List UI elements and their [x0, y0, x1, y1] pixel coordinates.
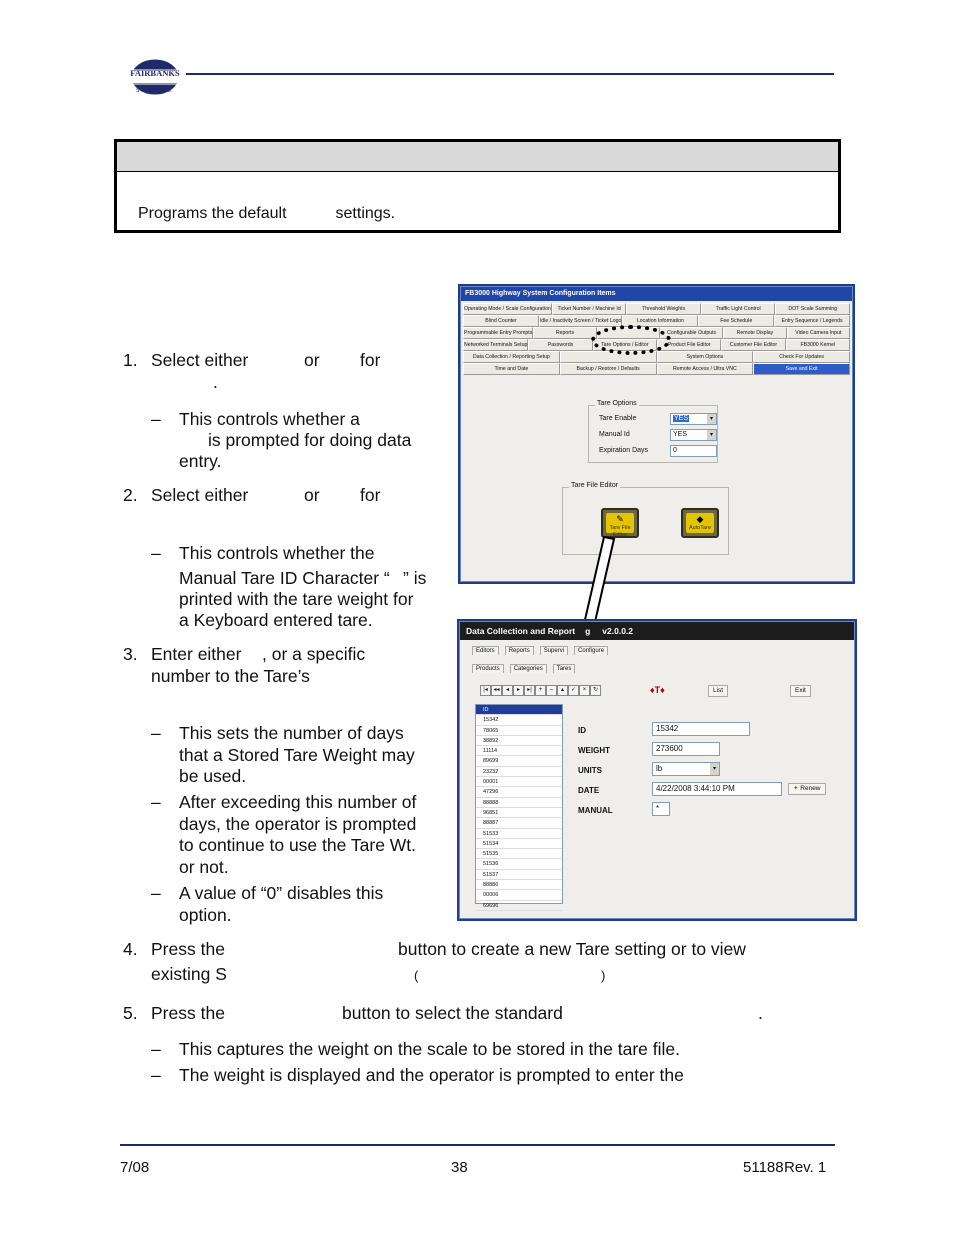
list-item[interactable]: 00006 — [476, 890, 562, 900]
step-4-num: 4. — [123, 939, 138, 959]
tab-configurable-outputs[interactable]: Configurable Outputs — [660, 327, 723, 339]
tare-options-group — [588, 400, 718, 463]
renew-icon: ✦ — [793, 785, 799, 792]
manual-label: MANUAL — [578, 806, 613, 815]
tab-operating-mode[interactable]: Operating Mode / Scale Configuration — [463, 303, 552, 315]
fairbanks-logo — [124, 55, 186, 99]
config-tab-row-6 — [463, 363, 850, 375]
data-window-title — [460, 622, 854, 640]
step-3-bullet3-l1: A value of “0” disables this — [179, 883, 384, 903]
list-item[interactable]: 51537 — [476, 870, 562, 880]
list-item[interactable]: 51536 — [476, 859, 562, 869]
step-1-text-a: Select either — [151, 350, 249, 370]
nav-prev-page-button[interactable]: ◂◂ — [491, 685, 502, 696]
tab-save-exit[interactable]: Save and Exit — [753, 363, 850, 375]
config-window-screenshot — [458, 284, 855, 584]
list-item[interactable]: 69696 — [476, 901, 562, 911]
list-item[interactable]: 96851 — [476, 808, 562, 818]
renew-button[interactable] — [788, 783, 826, 795]
logo-text: FAIRBANKS — [130, 68, 180, 78]
revision: Rev. 1 — [784, 1159, 827, 1176]
list-item[interactable]: 11114 — [476, 746, 562, 756]
expiration-days-input[interactable]: 0 — [670, 445, 717, 457]
config-tab-row-1 — [463, 303, 850, 315]
step-5-bullet1-l1: This captures the weight on the scale to be stored in the tare file. — [179, 1039, 680, 1059]
step-1-text-c: for — [360, 350, 381, 370]
tab-reports[interactable]: Reports — [533, 327, 596, 339]
nav-post-button[interactable]: ✓ — [568, 685, 579, 696]
weight-label: WEIGHT — [578, 746, 610, 755]
step-4-text-e: ) — [601, 968, 606, 983]
tab-threshold-weights[interactable]: Threshold Weights — [626, 303, 701, 315]
nav-cancel-button[interactable]: × — [579, 685, 590, 696]
list-item[interactable]: 51533 — [476, 829, 562, 839]
tare-file-editor-button-face — [606, 513, 634, 538]
list-item[interactable]: 15342 — [476, 715, 562, 725]
list-item[interactable]: ID — [476, 705, 562, 715]
tab-system-options[interactable]: System Options — [657, 351, 754, 363]
tare-file-editor-title: Tare File Editor — [571, 482, 619, 489]
step-2-text-a: Select either — [151, 485, 249, 505]
intro-text-a: Programs the default — [138, 205, 287, 222]
tab-remote-display[interactable]: Remote Display — [723, 327, 786, 339]
step-3-bullet1-dash: – — [151, 723, 161, 743]
tab-blind-counter[interactable]: Blind Counter — [463, 315, 539, 327]
step-2-bullet-l3: printed with the tare weight for — [179, 589, 414, 609]
tare-file-editor-button-label: Tare File Editor — [609, 525, 631, 538]
document-number: 51188 — [743, 1159, 784, 1176]
step-3-bullet3-l2: option. — [179, 905, 232, 925]
tare-icon[interactable]: ♦T♦ — [650, 685, 665, 695]
step-3-bullet2-l2: days, the operator is prompted — [179, 814, 417, 834]
chevron-down-icon: ▾ — [710, 763, 719, 775]
nav-refresh-button[interactable]: ↻ — [590, 685, 601, 696]
tab-configure[interactable]: Configure — [574, 646, 608, 655]
tab-remote-access[interactable]: Remote Access / Ultra VNC — [657, 363, 754, 375]
step-3-text-c: number to the Tare’s — [151, 666, 310, 686]
logo-subtext: SCALES — [136, 88, 174, 94]
step-2-bullet-l4: a Keyboard entered tare. — [179, 610, 373, 630]
id-field[interactable]: 15342 — [652, 722, 750, 736]
step-2-bullet-l2a: Manual Tare ID Character “ — [179, 568, 390, 588]
nav-insert-button[interactable]: + — [535, 685, 546, 696]
data-main-tabs — [472, 646, 608, 655]
step-3-bullet2-dash: – — [151, 792, 161, 812]
manual-id-value: YES — [673, 431, 688, 438]
tab-check-updates[interactable]: Check For Updates — [753, 351, 850, 363]
config-window-title: FB3000 Highway System Configuration Items — [461, 287, 852, 301]
nav-next-button[interactable]: ▸ — [513, 685, 524, 696]
data-window-title-a: Data Collection and Report — [466, 626, 576, 636]
step-3-bullet1-l1: This sets the number of days — [179, 723, 404, 743]
data-window-title-b: g — [585, 626, 591, 636]
nav-delete-button[interactable]: – — [546, 685, 557, 696]
subtab-tares[interactable]: Tares — [553, 664, 576, 673]
step-4-text-b: button to create a new Tare setting or to view — [398, 939, 746, 959]
subtab-categories[interactable]: Categories — [510, 664, 547, 673]
expiration-days-label: Expiration Days — [599, 447, 649, 454]
step-1-bullet-l2: is prompted for doing data — [208, 430, 412, 450]
pencil-icon: ✎ — [616, 514, 624, 524]
tab-supervisor[interactable]: Supervi — [540, 646, 568, 655]
nav-first-button[interactable]: |◂ — [480, 685, 491, 696]
step-1-bullet-dash: – — [151, 409, 161, 429]
tare-options-title: Tare Options — [597, 400, 637, 407]
step-5-bullet2-l1: The weight is displayed and the operator is prompted to enter the — [179, 1065, 684, 1085]
list-button[interactable]: List — [708, 685, 728, 697]
list-item[interactable]: 89699 — [476, 756, 562, 766]
list-item[interactable]: 47296 — [476, 787, 562, 797]
record-navigator — [480, 685, 601, 696]
tab-kernel[interactable]: FB3000 Kernel — [786, 339, 850, 351]
list-item[interactable]: 88887 — [476, 818, 562, 828]
nav-prev-button[interactable]: ◂ — [502, 685, 513, 696]
tab-data-collection[interactable]: Data Collection / Reporting Setup — [463, 351, 560, 363]
manual-id-select[interactable] — [670, 429, 717, 441]
tab-customer-file[interactable]: Customer File Editor — [721, 339, 785, 351]
tab-product-file[interactable]: Product File Editor — [657, 339, 721, 351]
step-3-bullet3-dash: – — [151, 883, 161, 903]
tare-enable-select[interactable] — [670, 413, 717, 425]
tab-passwords[interactable]: Passwords — [528, 339, 592, 351]
step-3-num: 3. — [123, 644, 138, 664]
chevron-down-icon: ▾ — [707, 430, 716, 440]
step-1-text-d: . — [213, 372, 218, 392]
step-5-bullet2-dash: – — [151, 1065, 161, 1085]
list-item[interactable]: 78065 — [476, 726, 562, 736]
step-3-bullet2-l4: or not. — [179, 857, 229, 877]
step-5-text-b: button to select the standard — [342, 1003, 563, 1023]
autotare-button-face — [686, 513, 714, 533]
chevron-down-icon: ▾ — [707, 414, 716, 424]
nav-last-button[interactable]: ▸| — [524, 685, 535, 696]
step-1-text-b: or — [304, 350, 320, 370]
tab-backup-restore[interactable]: Backup / Restore / Defaults — [560, 363, 657, 375]
data-sub-tabs — [472, 664, 575, 673]
step-5-text-a: Press the — [151, 1003, 225, 1023]
units-label: UNITS — [578, 766, 602, 775]
config-tab-row-2 — [463, 315, 850, 327]
intro-text-b: settings. — [335, 205, 396, 222]
tab-location-info[interactable]: Location Information — [622, 315, 698, 327]
tab-video-camera[interactable]: Video Camera Input — [787, 327, 850, 339]
units-select[interactable] — [652, 762, 720, 776]
tab-reports[interactable]: Reports — [505, 646, 534, 655]
data-window-version: v2.0.0.2 — [602, 626, 634, 636]
step-2-text-b: or — [304, 485, 320, 505]
list-item[interactable]: 88888 — [476, 798, 562, 808]
list-item[interactable]: 51535 — [476, 849, 562, 859]
tare-id-list[interactable] — [475, 704, 563, 909]
step-4-text-c: existing S — [151, 964, 227, 984]
tare-icon: ◆ — [696, 514, 704, 524]
nav-edit-button[interactable]: ▴ — [557, 685, 568, 696]
step-2-num: 2. — [123, 485, 138, 505]
subtab-products[interactable]: Products — [472, 664, 504, 673]
tab-dot-scale[interactable]: DOT Scale Summing — [775, 303, 850, 315]
tab-networked-terminals[interactable]: Networked Terminals Setup — [463, 339, 528, 351]
step-3-text-a: Enter either — [151, 644, 242, 664]
exit-button[interactable]: Exit — [790, 685, 811, 697]
step-2-text-c: for — [360, 485, 381, 505]
date-label: DATE — [578, 786, 600, 795]
step-2-bullet-dash: – — [151, 543, 161, 563]
id-label: ID — [578, 726, 586, 735]
renew-button-label: Renew — [800, 785, 821, 792]
data-collection-screenshot — [457, 619, 857, 921]
step-3-bullet1-l3: be used. — [179, 766, 247, 786]
tab-ticket-number[interactable]: Ticket Number / Machine Id — [552, 303, 627, 315]
step-1-bullet-l1: This controls whether a — [179, 409, 360, 429]
footer-date: 7/08 — [120, 1159, 150, 1176]
autotare-button[interactable] — [681, 508, 719, 538]
step-3-text-b: , or a specific — [262, 644, 366, 664]
intro-text — [138, 205, 395, 223]
tab-traffic-light[interactable]: Traffic Light Control — [701, 303, 776, 315]
config-tab-row-5 — [463, 351, 850, 363]
manual-field[interactable]: * — [652, 802, 670, 816]
highlight-circle — [591, 325, 671, 355]
tab-fee-schedule[interactable]: Fee Schedule — [698, 315, 774, 327]
page-number: 38 — [451, 1159, 468, 1176]
weight-field[interactable]: 273600 — [652, 742, 720, 756]
list-item[interactable]: 23232 — [476, 767, 562, 777]
tare-enable-label: Tare Enable — [599, 415, 637, 422]
step-5-num: 5. — [123, 1003, 138, 1023]
footer-rule — [120, 1144, 835, 1146]
step-5-text-c: . — [758, 1003, 763, 1023]
step-4-text-d: ( — [414, 968, 419, 983]
tab-entry-sequence[interactable]: Entry Sequence / Legends — [774, 315, 850, 327]
tab-time-date[interactable]: Time and Date — [463, 363, 560, 375]
intro-box — [114, 139, 841, 233]
tare-file-editor-button[interactable] — [601, 508, 639, 538]
tab-editors[interactable]: Editors — [472, 646, 499, 655]
tab-programmable-prompts[interactable]: Programmable Entry Prompts — [463, 327, 533, 339]
tare-enable-value: YES — [674, 415, 689, 422]
intro-box-header — [117, 142, 838, 172]
step-5-bullet1-dash: – — [151, 1039, 161, 1059]
step-4-text-a: Press the — [151, 939, 225, 959]
step-1-num: 1. — [123, 350, 138, 370]
step-2-bullet-l1: This controls whether the — [179, 543, 375, 563]
units-value: lb — [656, 764, 663, 773]
list-item[interactable]: 00001 — [476, 777, 562, 787]
list-item[interactable]: 38892 — [476, 736, 562, 746]
step-2-bullet-l2b: ” is — [403, 568, 427, 588]
manual-id-label: Manual Id — [599, 431, 630, 438]
list-item[interactable]: 51534 — [476, 839, 562, 849]
tab-idle-screen[interactable]: Idle / Inactivity Screen / Ticket Logo — [539, 315, 623, 327]
date-field[interactable]: 4/22/2008 3:44:10 PM — [652, 782, 782, 796]
step-3-bullet2-l3: to continue to use the Tare Wt. — [179, 835, 417, 855]
list-item[interactable]: 88886 — [476, 880, 562, 890]
step-3-bullet1-l2: that a Stored Tare Weight may — [179, 745, 415, 765]
step-3-bullet2-l1: After exceeding this number of — [179, 792, 417, 812]
step-1-bullet-l3: entry. — [179, 451, 222, 471]
autotare-button-label: AutoTare — [688, 525, 711, 531]
header-rule — [186, 73, 834, 75]
tab-tare-options[interactable]: Tare Options / Editor — [593, 339, 657, 351]
